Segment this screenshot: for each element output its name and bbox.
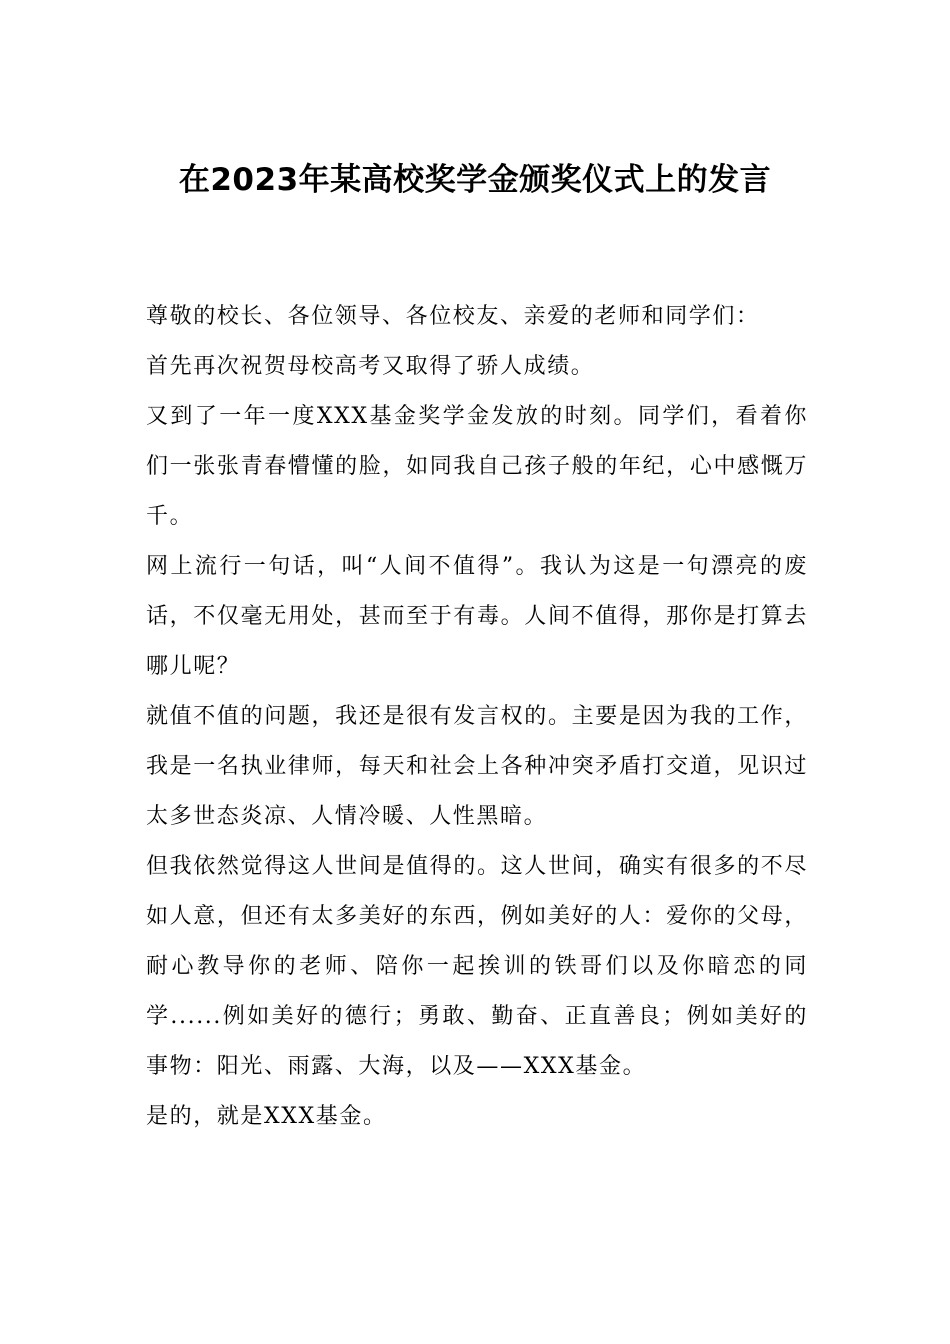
paragraph-scholarship-moment: 又到了一年一度XXX基金奖学金发放的时刻。同学们，看着你们一张张青春懵懂的脸，如同我自己孩子般的年纪，心中感慨万千。 (146, 404, 808, 529)
document-title: 在2023年某高校奖学金颁奖仪式上的发言 (178, 162, 772, 198)
paragraph-popular-saying: 网上流行一句话，叫“人间不值得”。我认为这是一句漂亮的废话，不仅毫无用处，甚而至于有毒。人间不值得，那你是打算去哪儿呢？ (146, 554, 808, 679)
document-body (146, 292, 808, 1142)
paragraph-greeting: 尊敬的校长、各位领导、各位校友、亲爱的老师和同学们： (146, 304, 760, 329)
paragraph-lawyer-experience: 就值不值的问题，我还是很有发言权的。主要是因为我的工作，我是一名执业律师，每天和社会上各种冲突矛盾打交道，见识过太多世态炎凉、人情冷暖、人性黑暗。 (146, 704, 808, 829)
paragraph-closing: 是的，就是XXX基金。 (146, 1104, 387, 1129)
paragraph-world-is-worth: 但我依然觉得这人世间是值得的。这人世间，确实有很多的不尽如人意，但还有太多美好的东西，例如美好的人：爱你的父母，耐心教导你的老师、陪你一起挨训的铁哥们以及你暗恋的同学......例如美好的德行；勇敢、勤奋、正直善良；例如美好的事物：阳光、雨露、大海，以及——XXX基金。 (146, 854, 808, 1079)
paragraph-congratulation: 首先再次祝贺母校高考又取得了骄人成绩。 (146, 354, 595, 379)
